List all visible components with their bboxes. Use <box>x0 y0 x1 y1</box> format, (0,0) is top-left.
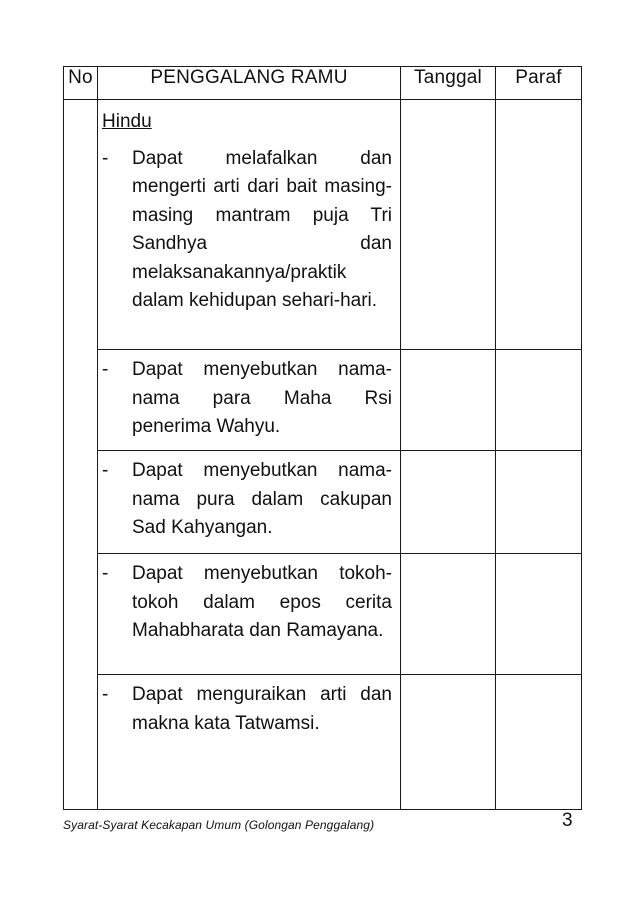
list-item <box>102 350 392 442</box>
number-cell <box>64 100 98 810</box>
date-cell[interactable] <box>401 451 496 554</box>
sign-cell[interactable] <box>496 100 582 350</box>
table-header-row <box>64 67 582 100</box>
date-cell[interactable] <box>401 675 496 810</box>
header-date: Tanggal <box>401 67 496 100</box>
dash-marker: - <box>102 460 109 481</box>
dash-marker: - <box>102 359 109 380</box>
item-text: Dapat melafalkan dan mengerti arti dari bait masing-masing mantram puja Tri Sandhya dan melaksanakannya/praktik dalam kehidupan sehari-hari. <box>132 147 392 311</box>
section-title: Hindu <box>102 111 152 132</box>
list-item <box>102 554 392 646</box>
item-text: Dapat menguraikan arti dan makna kata Tatwamsi. <box>132 684 392 734</box>
item-text: Dapat menyebutkan nama-nama pura dalam cakupan Sad Kahyangan. <box>132 460 392 538</box>
header-item: PENGGALANG RAMU <box>98 67 401 100</box>
sign-cell[interactable] <box>496 675 582 810</box>
table-row <box>64 675 582 810</box>
dash-marker: - <box>102 147 109 169</box>
table-row <box>64 350 582 451</box>
footer-title: Syarat-Syarat Kecakapan Umum (Golongan Penggalang) <box>63 818 375 832</box>
table-row <box>64 100 582 350</box>
sign-cell[interactable] <box>496 350 582 451</box>
list-item <box>102 675 392 738</box>
list-item <box>102 139 392 316</box>
sign-cell[interactable] <box>496 451 582 554</box>
date-cell[interactable] <box>401 350 496 451</box>
header-sign: Paraf <box>496 67 582 100</box>
item-text: Dapat menyebutkan nama-nama para Maha Rsi penerima Wahyu. <box>132 359 392 437</box>
dash-marker: - <box>102 684 109 705</box>
date-cell[interactable] <box>401 554 496 675</box>
sign-cell[interactable] <box>496 554 582 675</box>
skill-checklist-table <box>63 66 582 810</box>
item-cell <box>98 554 401 675</box>
list-item <box>102 451 392 543</box>
item-text: Dapat menyebutkan tokoh-tokoh dalam epos cerita Mahabharata dan Ramayana. <box>132 563 392 641</box>
item-cell <box>98 100 401 350</box>
header-no: No <box>64 67 98 100</box>
item-cell <box>98 451 401 554</box>
table-row <box>64 554 582 675</box>
dash-marker: - <box>102 563 109 584</box>
item-cell <box>98 675 401 810</box>
page-number: 3 <box>562 810 573 831</box>
date-cell[interactable] <box>401 100 496 350</box>
table-row <box>64 451 582 554</box>
item-cell <box>98 350 401 451</box>
